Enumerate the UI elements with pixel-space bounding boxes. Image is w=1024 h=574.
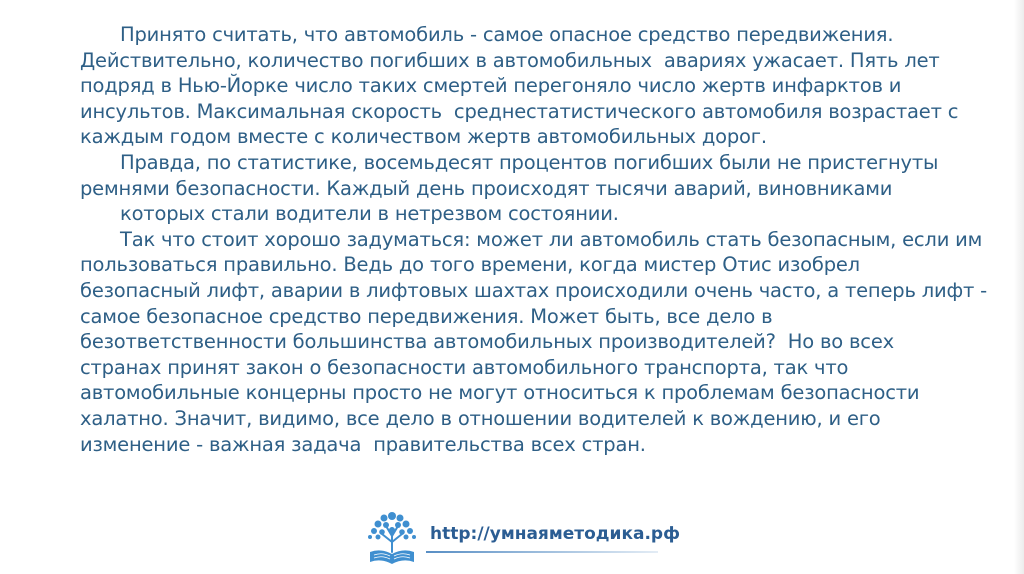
paragraph-3-line: безопасный лифт, аварии в лифтовых шахтах происходили очень часто, а теперь лифт - xyxy=(80,278,987,302)
footer xyxy=(364,506,680,568)
paragraph-1-line: подряд в Нью-Йорке число таких смертей перегоняло число жертв инфарктов и xyxy=(80,74,902,98)
site-url-link[interactable]: http://умнаяметодика.рф xyxy=(430,524,680,544)
paragraph-1-line: инсультов. Максимальная скорость среднестатистического автомобиля возрастает с xyxy=(80,99,959,123)
paragraph-2-line: ремнями безопасности. Каждый день происходят тысячи аварий, виновниками xyxy=(80,176,893,200)
paragraph-3-line: Так что стоит хорошо задуматься: может ли автомобиль стать безопасным, если им xyxy=(120,227,983,251)
slide-text xyxy=(80,22,987,457)
paragraph-3-line: автомобильные концерны просто не могут относиться к проблемам безопасности xyxy=(80,381,920,405)
paragraph-3-line: пользоваться правильно. Ведь до того времени, когда мистер Отис изобрел xyxy=(80,253,860,277)
paragraph-1-line: каждым годом вместе с количеством жертв автомобильных дорог. xyxy=(80,125,767,149)
slide-edge xyxy=(1014,0,1024,574)
paragraph-1-line: Принято считать, что автомобиль - самое опасное средство передвижения. xyxy=(120,23,894,46)
paragraph-2-line: Правда, по статистике, восемьдесят процентов погибших были не пристегнуты xyxy=(120,150,939,174)
paragraph-3-line: странах принят закон о безопасности автомобильного транспорта, так что xyxy=(80,355,849,379)
tree-book-logo-icon xyxy=(364,506,420,568)
paragraph-2-line: которых стали водители в нетрезвом состоянии. xyxy=(120,202,619,226)
paragraph-3-line: изменение - важная задача правительства всех стран. xyxy=(80,432,646,456)
paragraph-3-line: безответственности большинства автомобильных производителей? Но во всех xyxy=(80,330,894,354)
paragraph-3-line: халатно. Значит, видимо, все дело в отношении водителей к вождению, и его xyxy=(80,406,881,430)
url-underline xyxy=(426,551,658,553)
paragraph-1-line: Действительно, количество погибших в автомобильных авариях ужасает. Пять лет xyxy=(80,48,940,72)
paragraph-3-line: самое безопасное средство передвижения. Может быть, все дело в xyxy=(80,304,773,328)
